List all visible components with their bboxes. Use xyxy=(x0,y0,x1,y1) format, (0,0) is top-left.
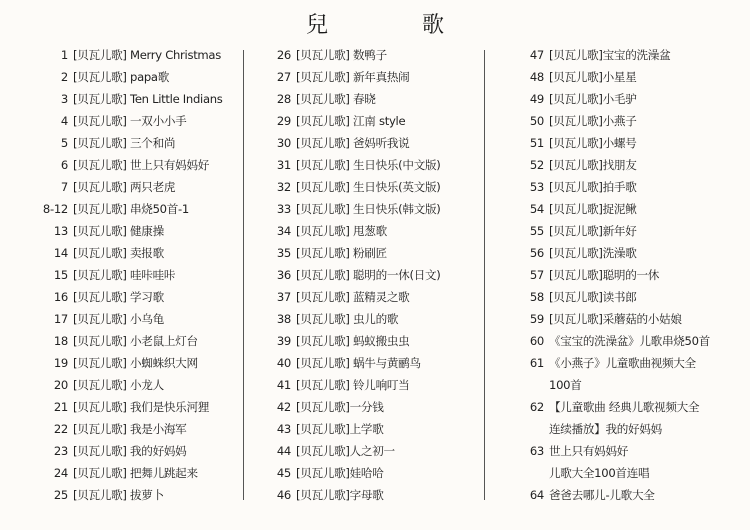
song-list-item xyxy=(36,352,241,374)
song-title: [贝瓦儿歌]小螺号 xyxy=(549,136,637,150)
song-number: 49 xyxy=(529,92,544,106)
song-list-item xyxy=(36,462,241,484)
song-list-item xyxy=(524,352,746,374)
song-number: 52 xyxy=(529,158,544,172)
song-number: 58 xyxy=(529,290,544,304)
song-number: 1 xyxy=(60,48,68,62)
song-title: [贝瓦儿歌] 我们是快乐河狸 xyxy=(73,400,210,414)
song-title: 【儿童歌曲 经典儿歌视频大全 xyxy=(549,400,700,414)
song-title: [贝瓦儿歌] 新年真热闹 xyxy=(296,70,410,84)
song-list-item xyxy=(524,396,746,418)
song-list-item xyxy=(524,264,746,286)
song-title: [贝瓦儿歌]拍手歌 xyxy=(549,180,637,194)
song-title: [贝瓦儿歌] 我的好妈妈 xyxy=(73,444,187,458)
song-title: [贝瓦儿歌]找朋友 xyxy=(549,158,637,172)
song-list-item xyxy=(524,484,746,506)
song-number: 28 xyxy=(276,92,291,106)
song-title: [贝瓦儿歌] 生日快乐(英文版) xyxy=(296,180,441,194)
song-title: [贝瓦儿歌] 学习歌 xyxy=(73,290,164,304)
song-title: [贝瓦儿歌] 一双小小手 xyxy=(73,114,187,128)
song-number: 46 xyxy=(276,488,291,502)
song-list-item xyxy=(266,242,481,264)
song-title: [贝瓦儿歌] 小乌龟 xyxy=(73,312,164,326)
song-title: [贝瓦儿歌] 哇咔哇咔 xyxy=(73,268,176,282)
song-number: 62 xyxy=(529,400,544,414)
song-list-item xyxy=(524,44,746,66)
song-list-item xyxy=(524,176,746,198)
song-number: 44 xyxy=(276,444,291,458)
song-list-item xyxy=(524,154,746,176)
song-list-item xyxy=(524,66,746,88)
song-number: 33 xyxy=(276,202,291,216)
song-number: 36 xyxy=(276,268,291,282)
song-title: [贝瓦儿歌] 爸妈听我说 xyxy=(296,136,410,150)
song-number: 3 xyxy=(60,92,68,106)
song-list-item xyxy=(36,440,241,462)
song-title: [贝瓦儿歌] 小老鼠上灯台 xyxy=(73,334,198,348)
song-title: [贝瓦儿歌] 我是小海军 xyxy=(73,422,187,436)
song-list-item xyxy=(36,176,241,198)
song-title: [贝瓦儿歌]字母歌 xyxy=(296,488,384,502)
column-divider xyxy=(243,50,244,500)
song-number: 7 xyxy=(60,180,68,194)
song-number: 38 xyxy=(276,312,291,326)
song-title: [贝瓦儿歌]一分钱 xyxy=(296,400,384,414)
song-title: 《小燕子》儿童歌曲视频大全 xyxy=(549,356,696,370)
song-number: 57 xyxy=(529,268,544,282)
song-number: 40 xyxy=(276,356,291,370)
song-list-item xyxy=(36,44,241,66)
song-title: [贝瓦儿歌] 健康操 xyxy=(73,224,164,238)
song-list-item xyxy=(36,484,241,506)
song-title: [贝瓦儿歌]宝宝的洗澡盆 xyxy=(549,48,671,62)
song-list-item xyxy=(36,418,241,440)
song-list-item xyxy=(524,110,746,132)
song-list-item xyxy=(36,264,241,286)
song-title: [贝瓦儿歌] 江南 style xyxy=(296,114,406,128)
song-title: [贝瓦儿歌] 蚂蚁搬虫虫 xyxy=(296,334,410,348)
song-number: 43 xyxy=(276,422,291,436)
song-title: [贝瓦儿歌] 小龙人 xyxy=(73,378,164,392)
song-list-item xyxy=(266,352,481,374)
song-number: 4 xyxy=(60,114,68,128)
song-list-item xyxy=(266,44,481,66)
song-number: 42 xyxy=(276,400,291,414)
song-title: 连续播放】我的好妈妈 xyxy=(549,422,662,436)
song-number: 32 xyxy=(276,180,291,194)
song-number: 61 xyxy=(529,356,544,370)
song-number: 20 xyxy=(53,378,68,392)
song-list-item xyxy=(36,330,241,352)
song-list-item xyxy=(524,462,746,484)
song-list-item xyxy=(36,198,241,220)
song-title: [贝瓦儿歌] 甩葱歌 xyxy=(296,224,387,238)
song-list-item xyxy=(266,132,481,154)
song-list-column-2 xyxy=(266,44,481,506)
song-number: 59 xyxy=(529,312,544,326)
song-number: 27 xyxy=(276,70,291,84)
song-title: [贝瓦儿歌] 三个和尚 xyxy=(73,136,176,150)
song-list-item xyxy=(266,286,481,308)
song-number: 31 xyxy=(276,158,291,172)
song-list-item xyxy=(266,198,481,220)
song-list-item xyxy=(524,308,746,330)
song-title: [贝瓦儿歌]洗澡歌 xyxy=(549,246,637,260)
song-title: [贝瓦儿歌] 生日快乐(韩文版) xyxy=(296,202,441,216)
song-list-item xyxy=(524,220,746,242)
song-list-item xyxy=(266,110,481,132)
song-title: [贝瓦儿歌]娃哈哈 xyxy=(296,466,384,480)
song-number: 48 xyxy=(529,70,544,84)
song-list-item xyxy=(266,418,481,440)
song-number: 14 xyxy=(53,246,68,260)
song-list-item xyxy=(266,330,481,352)
song-list-item xyxy=(36,286,241,308)
song-list-item xyxy=(266,440,481,462)
song-list-item xyxy=(266,484,481,506)
song-list-item xyxy=(524,88,746,110)
song-list-item xyxy=(266,66,481,88)
song-title: [贝瓦儿歌] 铃儿响叮当 xyxy=(296,378,410,392)
song-number: 17 xyxy=(53,312,68,326)
song-list-item xyxy=(266,308,481,330)
song-list-item xyxy=(36,374,241,396)
song-number: 45 xyxy=(276,466,291,480)
song-list-column-1 xyxy=(36,44,241,506)
song-list-item xyxy=(36,88,241,110)
song-number: 26 xyxy=(276,48,291,62)
song-title: [贝瓦儿歌]采蘑菇的小姑娘 xyxy=(549,312,682,326)
song-number: 21 xyxy=(53,400,68,414)
song-list-item xyxy=(524,440,746,462)
song-list-item xyxy=(266,264,481,286)
song-number: 19 xyxy=(53,356,68,370)
song-title: [贝瓦儿歌] papa歌 xyxy=(73,70,170,84)
song-title: [贝瓦儿歌] 粉刷匠 xyxy=(296,246,387,260)
column-divider xyxy=(484,50,485,500)
song-list-item xyxy=(524,286,746,308)
song-title: [贝瓦儿歌] 蜗牛与黄鹂鸟 xyxy=(296,356,421,370)
song-title: [贝瓦儿歌]小毛驴 xyxy=(549,92,637,106)
song-title: [贝瓦儿歌]上学歌 xyxy=(296,422,384,436)
song-title: 儿歌大全100首连唱 xyxy=(549,466,650,480)
song-title: [贝瓦儿歌]聪明的一休 xyxy=(549,268,660,282)
song-number: 5 xyxy=(60,136,68,150)
song-title: 《宝宝的洗澡盆》儿歌串烧50首 xyxy=(549,334,710,348)
song-list-column-3 xyxy=(524,44,746,506)
song-number: 22 xyxy=(53,422,68,436)
song-list-item xyxy=(36,396,241,418)
page-title: 兒 歌 xyxy=(305,13,480,38)
song-list-item xyxy=(266,176,481,198)
song-number: 39 xyxy=(276,334,291,348)
song-list-item xyxy=(524,374,746,396)
song-title: [贝瓦儿歌] 卖报歌 xyxy=(73,246,164,260)
song-title: [贝瓦儿歌] 拔萝卜 xyxy=(73,488,164,502)
song-title: 世上只有妈妈好 xyxy=(549,444,629,458)
song-title: [贝瓦儿歌] 生日快乐(中文版) xyxy=(296,158,441,172)
song-list-item xyxy=(524,132,746,154)
song-title: [贝瓦儿歌]新年好 xyxy=(549,224,637,238)
song-number: 25 xyxy=(53,488,68,502)
song-title: [贝瓦儿歌]读书郎 xyxy=(549,290,637,304)
song-number: 63 xyxy=(529,444,544,458)
song-list-item xyxy=(266,154,481,176)
song-list-item xyxy=(36,110,241,132)
song-title: [贝瓦儿歌] 把舞儿跳起来 xyxy=(73,466,198,480)
song-number: 51 xyxy=(529,136,544,150)
song-list-item xyxy=(524,330,746,352)
song-number: 6 xyxy=(60,158,68,172)
song-title: [贝瓦儿歌] 蓝精灵之歌 xyxy=(296,290,410,304)
song-title: [贝瓦儿歌]人之初一 xyxy=(296,444,395,458)
song-number: 60 xyxy=(529,334,544,348)
song-number: 8-12 xyxy=(42,202,68,216)
song-number: 53 xyxy=(529,180,544,194)
song-list-item xyxy=(524,418,746,440)
song-title: [贝瓦儿歌] Merry Christmas xyxy=(73,48,221,62)
song-list-item xyxy=(36,66,241,88)
song-number: 18 xyxy=(53,334,68,348)
song-number: 64 xyxy=(529,488,544,502)
song-number: 50 xyxy=(529,114,544,128)
song-number: 24 xyxy=(53,466,68,480)
song-title: [贝瓦儿歌] 小蜘蛛织大网 xyxy=(73,356,198,370)
song-list-item xyxy=(266,220,481,242)
song-number: 30 xyxy=(276,136,291,150)
song-list-item xyxy=(266,396,481,418)
song-number: 16 xyxy=(53,290,68,304)
song-number: 34 xyxy=(276,224,291,238)
song-list-item xyxy=(36,132,241,154)
song-list-item xyxy=(524,242,746,264)
song-number: 56 xyxy=(529,246,544,260)
song-number: 55 xyxy=(529,224,544,238)
song-title: [贝瓦儿歌] 数鸭子 xyxy=(296,48,387,62)
song-title: [贝瓦儿歌] 春晓 xyxy=(296,92,376,106)
song-title: [贝瓦儿歌] Ten Little Indians xyxy=(73,92,223,106)
song-title: 爸爸去哪儿-儿歌大全 xyxy=(549,488,655,502)
song-number: 37 xyxy=(276,290,291,304)
song-title: [贝瓦儿歌]小燕子 xyxy=(549,114,637,128)
song-title: 100首 xyxy=(549,378,582,392)
song-title: [贝瓦儿歌]捉泥鳅 xyxy=(549,202,637,216)
song-title: [贝瓦儿歌] 两只老虎 xyxy=(73,180,176,194)
song-number: 15 xyxy=(53,268,68,282)
song-list-item xyxy=(266,374,481,396)
song-number: 35 xyxy=(276,246,291,260)
song-number: 54 xyxy=(529,202,544,216)
song-list-item xyxy=(36,242,241,264)
song-title: [贝瓦儿歌] 串烧50首-1 xyxy=(73,202,190,216)
song-list-item xyxy=(36,308,241,330)
song-list-item xyxy=(266,462,481,484)
song-number: 47 xyxy=(529,48,544,62)
song-number: 29 xyxy=(276,114,291,128)
song-number: 13 xyxy=(53,224,68,238)
song-number: 23 xyxy=(53,444,68,458)
song-title: [贝瓦儿歌] 世上只有妈妈好 xyxy=(73,158,210,172)
song-list-item xyxy=(36,220,241,242)
song-list-item xyxy=(266,88,481,110)
song-list-item xyxy=(36,154,241,176)
song-list-item xyxy=(524,198,746,220)
song-title: [贝瓦儿歌] 聪明的一休(日文) xyxy=(296,268,441,282)
song-number: 2 xyxy=(60,70,68,84)
song-number: 41 xyxy=(276,378,291,392)
song-title: [贝瓦儿歌]小星星 xyxy=(549,70,637,84)
song-title: [贝瓦儿歌] 虫儿的歌 xyxy=(296,312,399,326)
